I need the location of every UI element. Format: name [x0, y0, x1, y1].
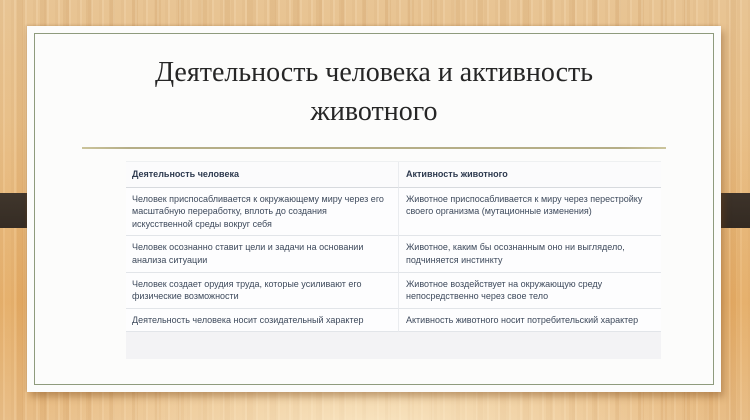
table-cell-row2-human: Человек осознанно ставит цели и задачи на основании анализа ситуации [126, 236, 398, 272]
table-cell-row4-human: Деятельность человека носит созидательный характер [126, 309, 398, 333]
table-cell-row1-human: Человек приспосабливается к окружающему миру через его масштабную переработку, вплоть до создания искусственной среды вокруг себя [126, 188, 398, 237]
presentation-slide [27, 26, 721, 392]
title-underline-rule [82, 147, 666, 149]
slide-title: Деятельность человека и активность животного [154, 57, 594, 127]
table-cell-row1-animal: Животное приспосабливается к миру через перестройку своего организма (мутационные изменения) [398, 188, 661, 237]
comparison-table [126, 161, 661, 359]
table-cell-row3-animal: Животное воздействует на окружающую среду непосредственно через свое тело [398, 273, 661, 309]
table-footer-strip [126, 332, 661, 359]
table-cell-row3-human: Человек создает орудия труда, которые усиливают его физические возможности [126, 273, 398, 309]
table-cell-row2-animal: Животное, каким бы осознанным оно ни выглядело, подчиняется инстинкту [398, 236, 661, 272]
table-header-human: Деятельность человека [126, 162, 398, 188]
table-header-animal: Активность животного [398, 162, 661, 188]
table-cell-row4-animal: Активность животного носит потребительский характер [398, 309, 661, 333]
